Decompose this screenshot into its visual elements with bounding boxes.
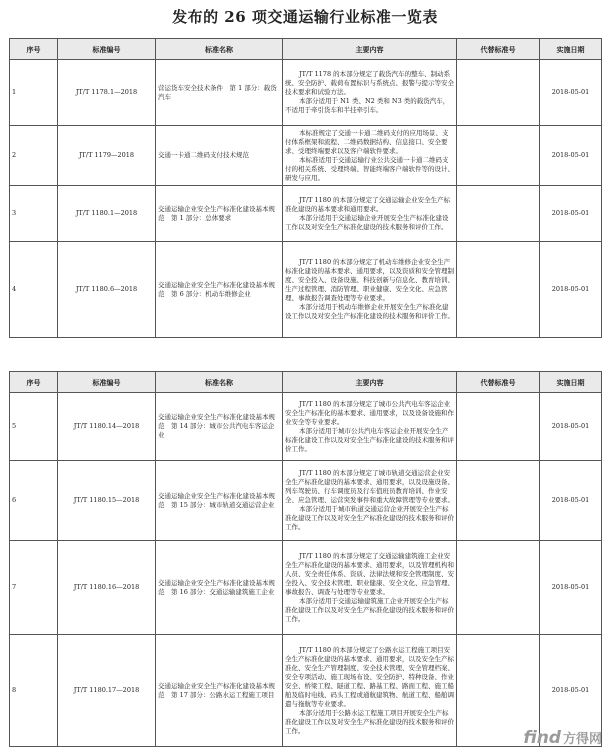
cell-content [283,186,457,242]
content-paragraph: JT/T 1180 的本部分规定了城市轨道交通运营企业安全生产标准化建设的基本要求、通用要求，以及设施设备、列车驾驶员、行车调度员及行车值班员教育培训、作业安全、应急管理、运营突发事件和重大故障管理等专业要求。 [285,469,454,504]
header-no: 序号 [10,39,58,60]
cell-date: 2018-05-01 [540,461,602,541]
cell-replaces [457,242,540,338]
cell-date: 2018-05-01 [540,635,602,747]
content-paragraph: JT/T 1180 的本部分规定了交通运输建筑施工企业安全生产标准化建设的基本要求、通用要求，以及管理机构和人员、安全责任体系、资质、法律法规和安全管理制度、安全投入、安全技术管理、职业健康、安全文化、应急管理、事故报告、调查与处理等专业要求。 [285,551,454,596]
cell-no: 3 [10,186,58,242]
cell-code: JT/T 1180.15—2018 [58,461,156,541]
cell-replaces [457,541,540,635]
content-paragraph: 本部分适用于公路水运工程施工项目开展安全生产标准化建设工作以及对安全生产标准化建设的技术服务和评价工作。 [285,708,454,735]
table-row [10,60,602,126]
table-header-row [10,372,602,393]
cell-date: 2018-05-01 [540,393,602,461]
cell-code: JT/T 1179—2018 [58,126,156,186]
cell-no: 6 [10,461,58,541]
cell-date: 2018-05-01 [540,186,602,242]
table-header-row [10,39,602,60]
watermark-suffix: 方得网 [562,732,602,747]
cell-no: 4 [10,242,58,338]
cell-replaces [457,60,540,126]
content-paragraph: JT/T 1180 的本部分规定了城市公共汽电车客运企业安全生产标准化的基本要求、通用要求，以及设备设施和作业安全等专业要求。 [285,399,454,426]
content-paragraph: 本部分适用于城市公共汽电车客运企业开展安全生产标准化建设工作以及对安全生产标准化建设的技术服务和评价工作。 [285,426,454,453]
cell-code: JT/T 1180.1—2018 [58,186,156,242]
content-paragraph: JT/T 1180 的本部分规定了机动车维修企业安全生产标准化建设的基本要求、通用要求，以及资质和安全管理制度、安全投入、设备设施、科技创新与信息化、教育培训、生产过程管理、消防管理、职业健康、安全文化、应急管理、事故报告调查处理等专业要求。 [285,258,454,302]
content-paragraph: 本标准规定了交通一卡通二维码支付的应用场景、支付体系框架和流程、二维码数据结构、信息接口、安全要求、受理终端要求以及客户端软件要求。 [285,128,449,155]
content-paragraph: 本部分适用于机动车维修企业开展安全生产标准化建设工作以及对安全生产标准化建设的技术服务和评价工作。 [285,303,454,320]
cell-code: JT/T 1180.17—2018 [58,635,156,747]
content-paragraph: 本部分适用于城市轨道交通运营企业开展安全生产标准化建设工作以及对安全生产标准化建设的技术服务和评价工作。 [285,505,454,531]
cell-content [283,60,457,126]
cell-no: 1 [10,60,58,126]
content-paragraph: JT/T 1180 的本部分规定了交通运输企业安全生产标准化建设的基本要求和通用要求。 [285,195,451,213]
table-row [10,242,602,338]
cell-code: JT/T 1180.6—2018 [58,242,156,338]
cell-date: 2018-05-01 [540,541,602,635]
table-row [10,461,602,541]
cell-no: 2 [10,126,58,186]
cell-content [283,126,457,186]
content-paragraph: 本部分适用于交通运输企业开展安全生产标准化建设工作以及对安全生产标准化建设的技术服务和评价工作。 [285,213,449,231]
cell-replaces [457,126,540,186]
cell-name: 交通运输企业安全生产标准化建设基本规范 第 15 部分：城市轨道交通运营企业 [156,461,283,541]
cell-date: 2018-05-01 [540,60,602,126]
table-row [10,126,602,186]
cell-name: 交通运输企业安全生产标准化建设基本规范 第 1 部分：总体要求 [156,186,283,242]
table-row [10,541,602,635]
cell-name: 交通运输企业安全生产标准化建设基本规范 第 14 部分：城市公共汽电车客运企业 [156,393,283,461]
cell-name: 交通一卡通二维码支付技术规范 [156,126,283,186]
cell-content [283,541,457,635]
standards-table-1 [9,38,602,338]
cell-name: 营运货车安全技术条件 第 1 部分：载货汽车 [156,60,283,126]
cell-content [283,461,457,541]
cell-replaces [457,186,540,242]
content-paragraph: JT/T 1180 的本部分规定了公路水运工程施工项目安全生产标准化建设的基本要求、通用要求，以及安全生产标准化、安全生产管理制度、安全技术管理、安全管理档案、安全专项活动、施工现场布设、安全防护、特种设备、作业安全、桥梁工程、隧道工程、路基工程、路面工程、施工船舶及临时电线、码头工程或通航建筑物、航道工程、船舶调遣与拖航等专业要求。 [285,645,454,708]
cell-no: 7 [10,541,58,635]
header-name: 标准名称 [156,372,283,393]
header-date: 实施日期 [540,39,602,60]
table-row [10,635,602,747]
header-content: 主要内容 [283,372,457,393]
standards-table-2 [9,371,602,747]
cell-content [283,635,457,747]
header-code: 标准编号 [58,372,156,393]
page-title: 发布的 26 项交通运输行业标准一览表 [172,8,438,26]
table-row [10,393,602,461]
header-replaces: 代替标准号 [457,372,540,393]
cell-name: 交通运输企业安全生产标准化建设基本规范 第 17 部分：公路水运工程施工项目 [156,635,283,747]
watermark-brand: find [523,728,561,748]
watermark-logo [523,728,602,748]
header-no: 序号 [10,372,58,393]
content-paragraph: 本部分适用于交通运输建筑施工企业开展安全生产标准化建设工作以及对安全生产标准化建设的技术服务和评价工作。 [285,596,454,623]
cell-content [283,242,457,338]
header-date: 实施日期 [540,372,602,393]
cell-replaces [457,393,540,461]
cell-replaces [457,461,540,541]
content-paragraph: JT/T 1178 的本部分规定了载货汽车的整车、制动系统、安全防护、载荷布置标识与系统点、报警与提示等安全技术要求和试验方法。 [285,70,454,96]
cell-date: 2018-05-01 [540,126,602,186]
table-row [10,186,602,242]
header-code: 标准编号 [58,39,156,60]
header-replaces: 代替标准号 [457,39,540,60]
header-name: 标准名称 [156,39,283,60]
cell-code: JT/T 1180.16—2018 [58,541,156,635]
cell-date: 2018-05-01 [540,242,602,338]
cell-no: 5 [10,393,58,461]
header-content: 主要内容 [283,39,457,60]
cell-name: 交通运输企业安全生产标准化建设基本规范 第 16 部分：交通运输建筑施工企业 [156,541,283,635]
cell-code: JT/T 1180.14—2018 [58,393,156,461]
cell-content [283,393,457,461]
cell-name: 交通运输企业安全生产标准化建设基本规范 第 6 部分：机动车维修企业 [156,242,283,338]
cell-code: JT/T 1178.1—2018 [58,60,156,126]
content-paragraph: 本标准适用于交通运输行业公共交通一卡通二维码支付的相关系统、受理终端、智能终端客户端软件等的设计、研发与应用。 [285,155,454,182]
content-paragraph: 本部分适用于 N1 类、N2 类和 N3 类的载货汽车，不适用于牵引货车和半挂牵引车。 [285,97,450,114]
cell-no: 8 [10,635,58,747]
